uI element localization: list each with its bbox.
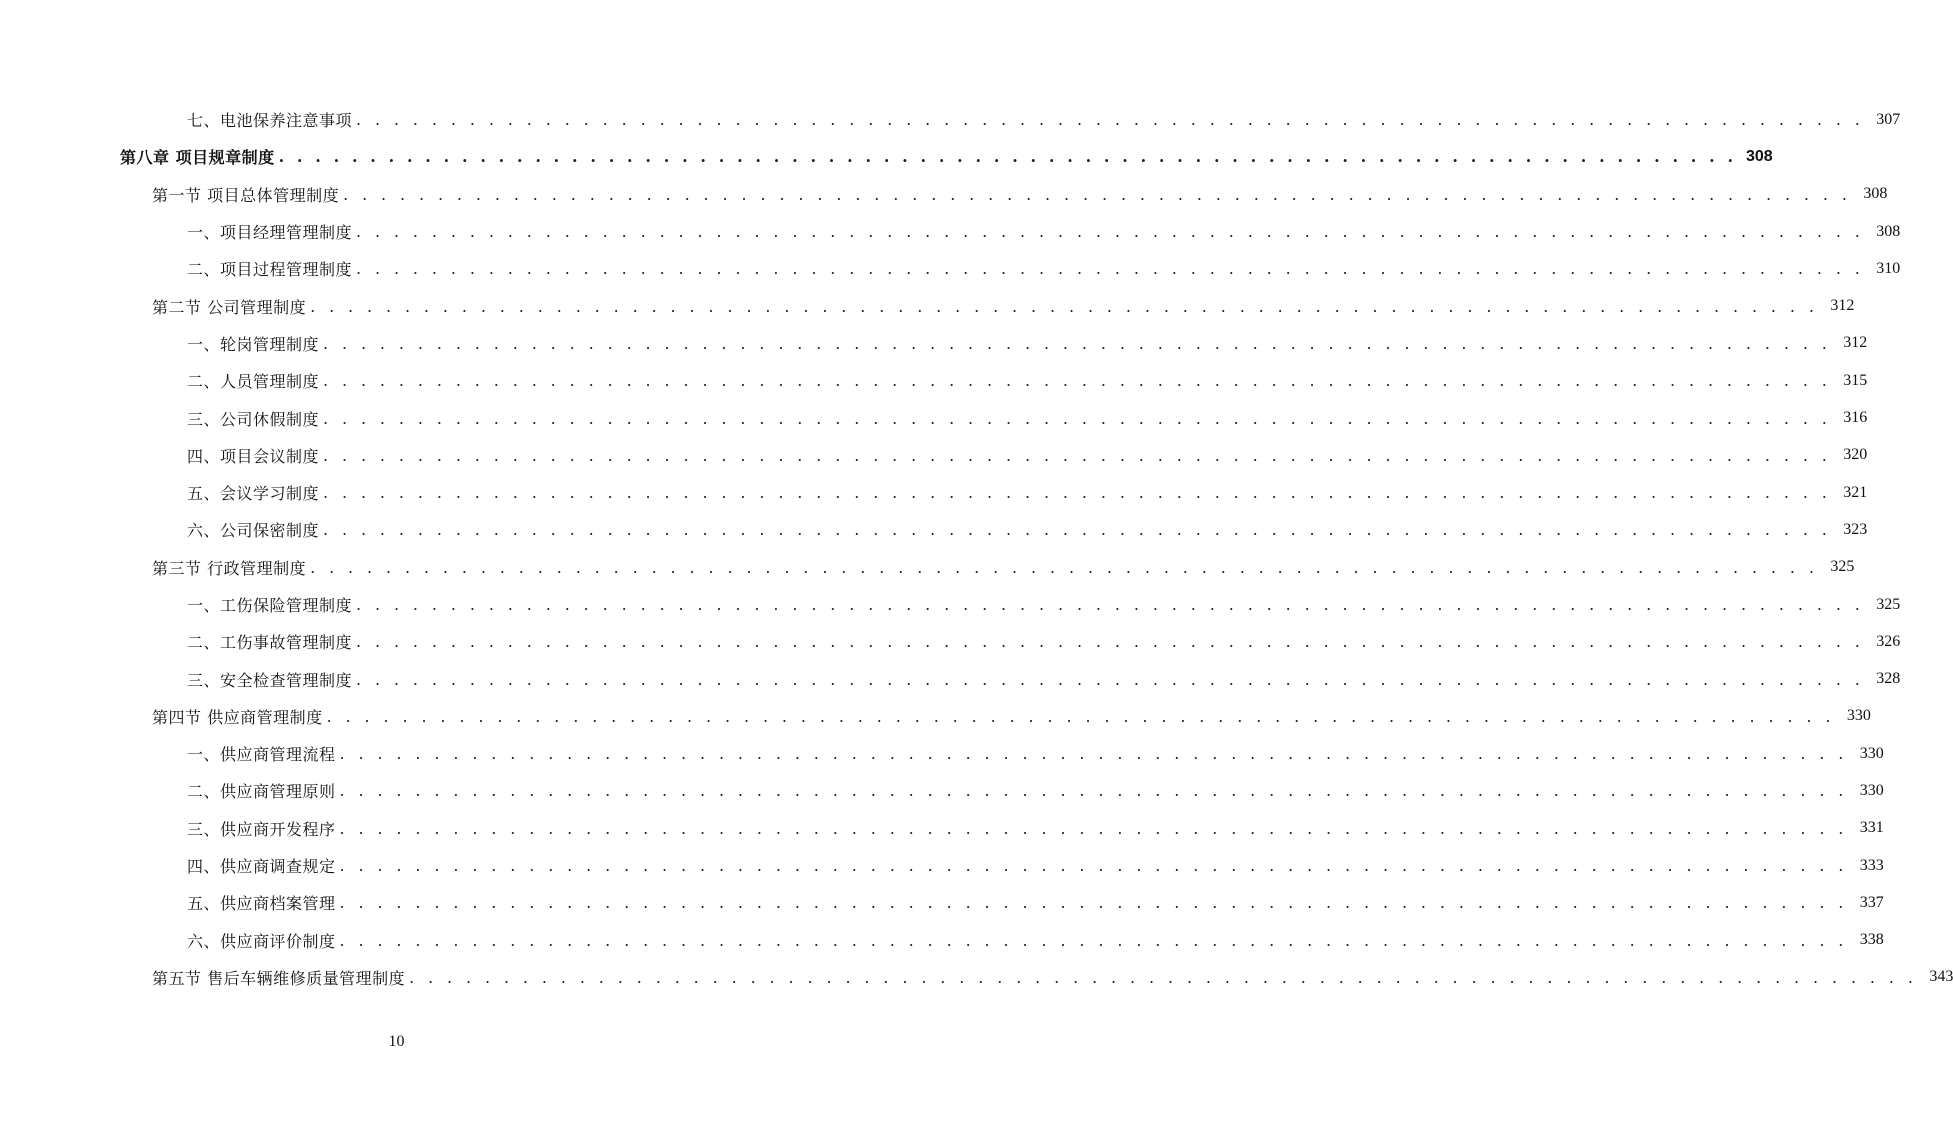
toc-item-entry[interactable]	[0, 511, 1868, 548]
toc-entry-page: 310	[1876, 259, 1901, 277]
toc-entry-page: 316	[1843, 409, 1868, 427]
toc-item-entry[interactable]	[0, 586, 1901, 623]
toc-entry-title: 二、人员管理制度	[187, 372, 320, 392]
toc-item-entry[interactable]	[0, 735, 1884, 772]
table-of-contents	[0, 101, 1953, 996]
dot-leader: . . . . . . . . . . . . . . . . . . . . . . . . . . . . . . . . . . . . . . . . . . . . . . . . . . . . . . . . . . . . . . . . . . . . . . . . . . . . . . . .	[356, 669, 1865, 689]
toc-item-entry[interactable]	[0, 437, 1868, 474]
toc-section-entry[interactable]	[0, 549, 1855, 586]
dot-leader: . . . . . . . . . . . . . . . . . . . . . . . . . . . . . . . . . . . . . . . . . . . . . . . . . . . . . . . . . . . . . . . . . . . . . . . . . . . . . . . .	[310, 557, 1819, 577]
toc-entry-title: 六、公司保密制度	[187, 521, 320, 541]
toc-entry-title: 一、项目经理管理制度	[187, 223, 353, 243]
dot-leader: . . . . . . . . . . . . . . . . . . . . . . . . . . . . . . . . . . . . . . . . . . . . . . . . . . . . . . . . . . . . . . . . . . . . . . . . . . . . . . . .	[356, 595, 1865, 614]
toc-entry-title: 四、供应商调查规定	[187, 857, 336, 877]
dot-leader: . . . . . . . . . . . . . . . . . . . . . . . . . . . . . . . . . . . . . . . . . . . . . . . . . . . . . . . . . . . . . . . . . . . . . . . . . . . . . . . .	[339, 893, 1848, 913]
toc-entry-title: 一、供应商管理流程	[187, 745, 336, 765]
toc-item-entry[interactable]	[0, 101, 1901, 138]
toc-item-entry[interactable]	[0, 399, 1868, 436]
dot-leader: . . . . . . . . . . . . . . . . . . . . . . . . . . . . . . . . . . . . . . . . . . . . . . . . . . . . . . . . . . . . . . . . . . . . . . . . . . . . . . . .	[323, 408, 1832, 428]
toc-section-entry[interactable]	[0, 959, 1953, 996]
toc-entry-title: 第一节 项目总体管理制度	[152, 185, 340, 205]
toc-item-entry[interactable]	[0, 660, 1901, 697]
toc-item-entry[interactable]	[0, 847, 1884, 884]
dot-leader: . . . . . . . . . . . . . . . . . . . . . . . . . . . . . . . . . . . . . . . . . . . . . . . . . . . . . . . . . . . . . . . . . . . . . . . . . . . . . . . .	[323, 483, 1832, 503]
toc-entry-page: 325	[1830, 558, 1855, 576]
toc-entry-title: 一、轮岗管理制度	[187, 334, 320, 354]
dot-leader: . . . . . . . . . . . . . . . . . . . . . . . . . . . . . . . . . . . . . . . . . . . . . . . . . . . . . . . . . . . . . . . . . . . . . . . . . . . . . . . .	[323, 520, 1832, 540]
toc-entry-title: 三、公司休假制度	[187, 409, 320, 429]
toc-entry-title: 四、项目会议制度	[187, 446, 320, 466]
toc-item-entry[interactable]	[0, 884, 1884, 921]
toc-entry-page: 308	[1876, 222, 1901, 240]
toc-entry-page: 343	[1929, 968, 1953, 986]
dot-leader: . . . . . . . . . . . . . . . . . . . . . . . . . . . . . . . . . . . . . . . . . . . . . . . . . . . . . . . . . . . . . . . . . . . . . . . . . . . . . . . .	[339, 818, 1848, 838]
dot-leader: . . . . . . . . . . . . . . . . . . . . . . . . . . . . . . . . . . . . . . . . . . . . . . . . . . . . . . . . . . . . . . . . . . . . . . . . . . . . . . . .	[323, 333, 1832, 353]
dot-leader: . . . . . . . . . . . . . . . . . . . . . . . . . . . . . . . . . . . . . . . . . . . . . . . . . . . . . . . . . . . . . . . . . . . . . . . . . . . . . . . .	[343, 184, 1852, 204]
toc-section-entry[interactable]	[0, 176, 1888, 213]
dot-leader: . . . . . . . . . . . . . . . . . . . . . . . . . . . . . . . . . . . . . . . . . . . . . . . . . . . . . . . . . . . . . . . . . . . . . . . . . . . . . . . .	[356, 259, 1865, 279]
toc-item-entry[interactable]	[0, 213, 1901, 250]
toc-entry-page: 337	[1859, 893, 1884, 911]
dot-leader: . . . . . . . . . . . . . . . . . . . . . . . . . . . . . . . . . . . . . . . . . . . . . . . . . . . . . . . . . . . . . . . . . . . . . . . . . . . . . . . .	[339, 930, 1848, 950]
dot-leader: . . . . . . . . . . . . . . . . . . . . . . . . . . . . . . . . . . . . . . . . . . . . . . . . . . . . . . . . . . . . . . . . . . . . . . . . . . . . . . . .	[356, 222, 1865, 242]
dot-leader: . . . . . . . . . . . . . . . . . . . . . . . . . . . . . . . . . . . . . . . . . . . . . . . . . . . . . . . . . . . . . . . . . . . . . . . . . . . . . . . .	[409, 967, 1918, 987]
toc-entry-page: 328	[1876, 670, 1901, 688]
toc-entry-page: 330	[1846, 707, 1871, 725]
toc-entry-title: 七、电池保养注意事项	[187, 111, 353, 131]
toc-section-entry[interactable]	[0, 698, 1871, 735]
toc-entry-title: 二、供应商管理原则	[187, 782, 336, 802]
toc-chapter-entry[interactable]	[0, 138, 1773, 175]
dot-leader: . . . . . . . . . . . . . . . . . . . . . . . . . . . . . . . . . . . . . . . . . . . . . . . . . . . . . . . . . . . . . . . . . . . . . . . . . . . . . . . .	[310, 296, 1819, 316]
toc-entry-page: 308	[1863, 185, 1888, 203]
toc-entry-title: 第三节 行政管理制度	[152, 558, 307, 578]
toc-entry-title: 第五节 售后车辆维修质量管理制度	[152, 968, 406, 988]
toc-entry-title: 三、安全检查管理制度	[187, 670, 353, 690]
page-number: 10	[388, 1033, 405, 1050]
toc-entry-title: 五、会议学习制度	[187, 484, 320, 504]
toc-item-entry[interactable]	[0, 623, 1901, 660]
toc-entry-title: 第八章 项目规章制度	[120, 148, 275, 168]
toc-entry-page: 321	[1843, 483, 1868, 501]
dot-leader: . . . . . . . . . . . . . . . . . . . . . . . . . . . . . . . . . . . . . . . . . . . . . . . . . . . . . . . . . . . . . . . . . . . . . . . . . . . . . . . .	[339, 856, 1848, 876]
dot-leader: . . . . . . . . . . . . . . . . . . . . . . . . . . . . . . . . . . . . . . . . . . . . . . . . . . . . . . . . . . . . . . . . . . . . . . . . . . . . . . . .	[323, 445, 1832, 465]
toc-entry-page: 315	[1843, 371, 1868, 389]
toc-item-entry[interactable]	[0, 325, 1868, 362]
toc-entry-title: 第二节 公司管理制度	[152, 297, 307, 317]
toc-item-entry[interactable]	[0, 362, 1868, 399]
toc-entry-page: 326	[1876, 632, 1901, 650]
toc-entry-page: 320	[1843, 446, 1868, 464]
toc-entry-title: 六、供应商评价制度	[187, 931, 336, 951]
toc-entry-title: 二、工伤事故管理制度	[187, 633, 353, 653]
toc-item-entry[interactable]	[0, 810, 1884, 847]
toc-entry-title: 第四节 供应商管理制度	[152, 707, 323, 727]
toc-item-entry[interactable]	[0, 474, 1868, 511]
toc-entry-page: 312	[1830, 297, 1855, 315]
toc-entry-title: 一、工伤保险管理制度	[187, 596, 353, 615]
toc-item-entry[interactable]	[0, 922, 1884, 959]
dot-leader: . . . . . . . . . . . . . . . . . . . . . . . . . . . . . . . . . . . . . . . . . . . . . . . . . . . . . . . . . . . . . . . . . . . . . . . . . . . . . . . .	[339, 781, 1848, 801]
dot-leader: . . . . . . . . . . . . . . . . . . . . . . . . . . . . . . . . . . . . . . . . . . . . . . . . . . . . . . . . . . . . . . . . . . . . . . . . . . . . . . . .	[356, 110, 1865, 130]
toc-entry-page: 323	[1843, 520, 1868, 538]
toc-entry-page: 333	[1859, 856, 1884, 874]
toc-entry-title: 二、项目过程管理制度	[187, 260, 353, 280]
toc-entry-page: 330	[1859, 744, 1884, 762]
toc-item-entry[interactable]	[0, 250, 1901, 287]
toc-entry-page: 325	[1876, 595, 1901, 613]
toc-entry-title: 三、供应商开发程序	[187, 819, 336, 839]
toc-entry-title: 五、供应商档案管理	[187, 894, 336, 914]
toc-entry-page: 307	[1876, 110, 1901, 128]
dot-leader: . . . . . . . . . . . . . . . . . . . . . . . . . . . . . . . . . . . . . . . . . . . . . . . . . . . . . . . . . . . . . . . . . . . . . . . . . . . . . . . .	[356, 632, 1865, 652]
toc-entry-page: 338	[1859, 931, 1884, 949]
toc-item-entry[interactable]	[0, 772, 1884, 809]
toc-section-entry[interactable]	[0, 287, 1855, 324]
toc-entry-page: 312	[1843, 334, 1868, 352]
dot-leader: . . . . . . . . . . . . . . . . . . . . . . . . . . . . . . . . . . . . . . . . . . . . . . . . . . . . . . . . . . . . . . . . . . . . . . . . . . . . . . . .	[326, 706, 1835, 726]
dot-leader: . . . . . . . . . . . . . . . . . . . . . . . . . . . . . . . . . . . . . . . . . . . . . . . . . . . . . . . . . . . . . . . . . . . . . . . . . . . . . . . .	[339, 744, 1848, 764]
toc-entry-page: 308	[1745, 147, 1773, 165]
dot-leader: . . . . . . . . . . . . . . . . . . . . . . . . . . . . . . . . . . . . . . . . . . . . . . . . . . . . . . . . . . . . . . . . . . . . . . . . . . . . . . . .	[323, 371, 1832, 391]
dot-leader: . . . . . . . . . . . . . . . . . . . . . . . . . . . . . . . . . . . . . . . . . . . . . . . . . . . . . . . . . . . . . . . . . . . . . . . . . . . . . . . .	[278, 147, 1737, 167]
toc-entry-page: 330	[1859, 781, 1884, 799]
toc-entry-page: 331	[1859, 819, 1884, 837]
